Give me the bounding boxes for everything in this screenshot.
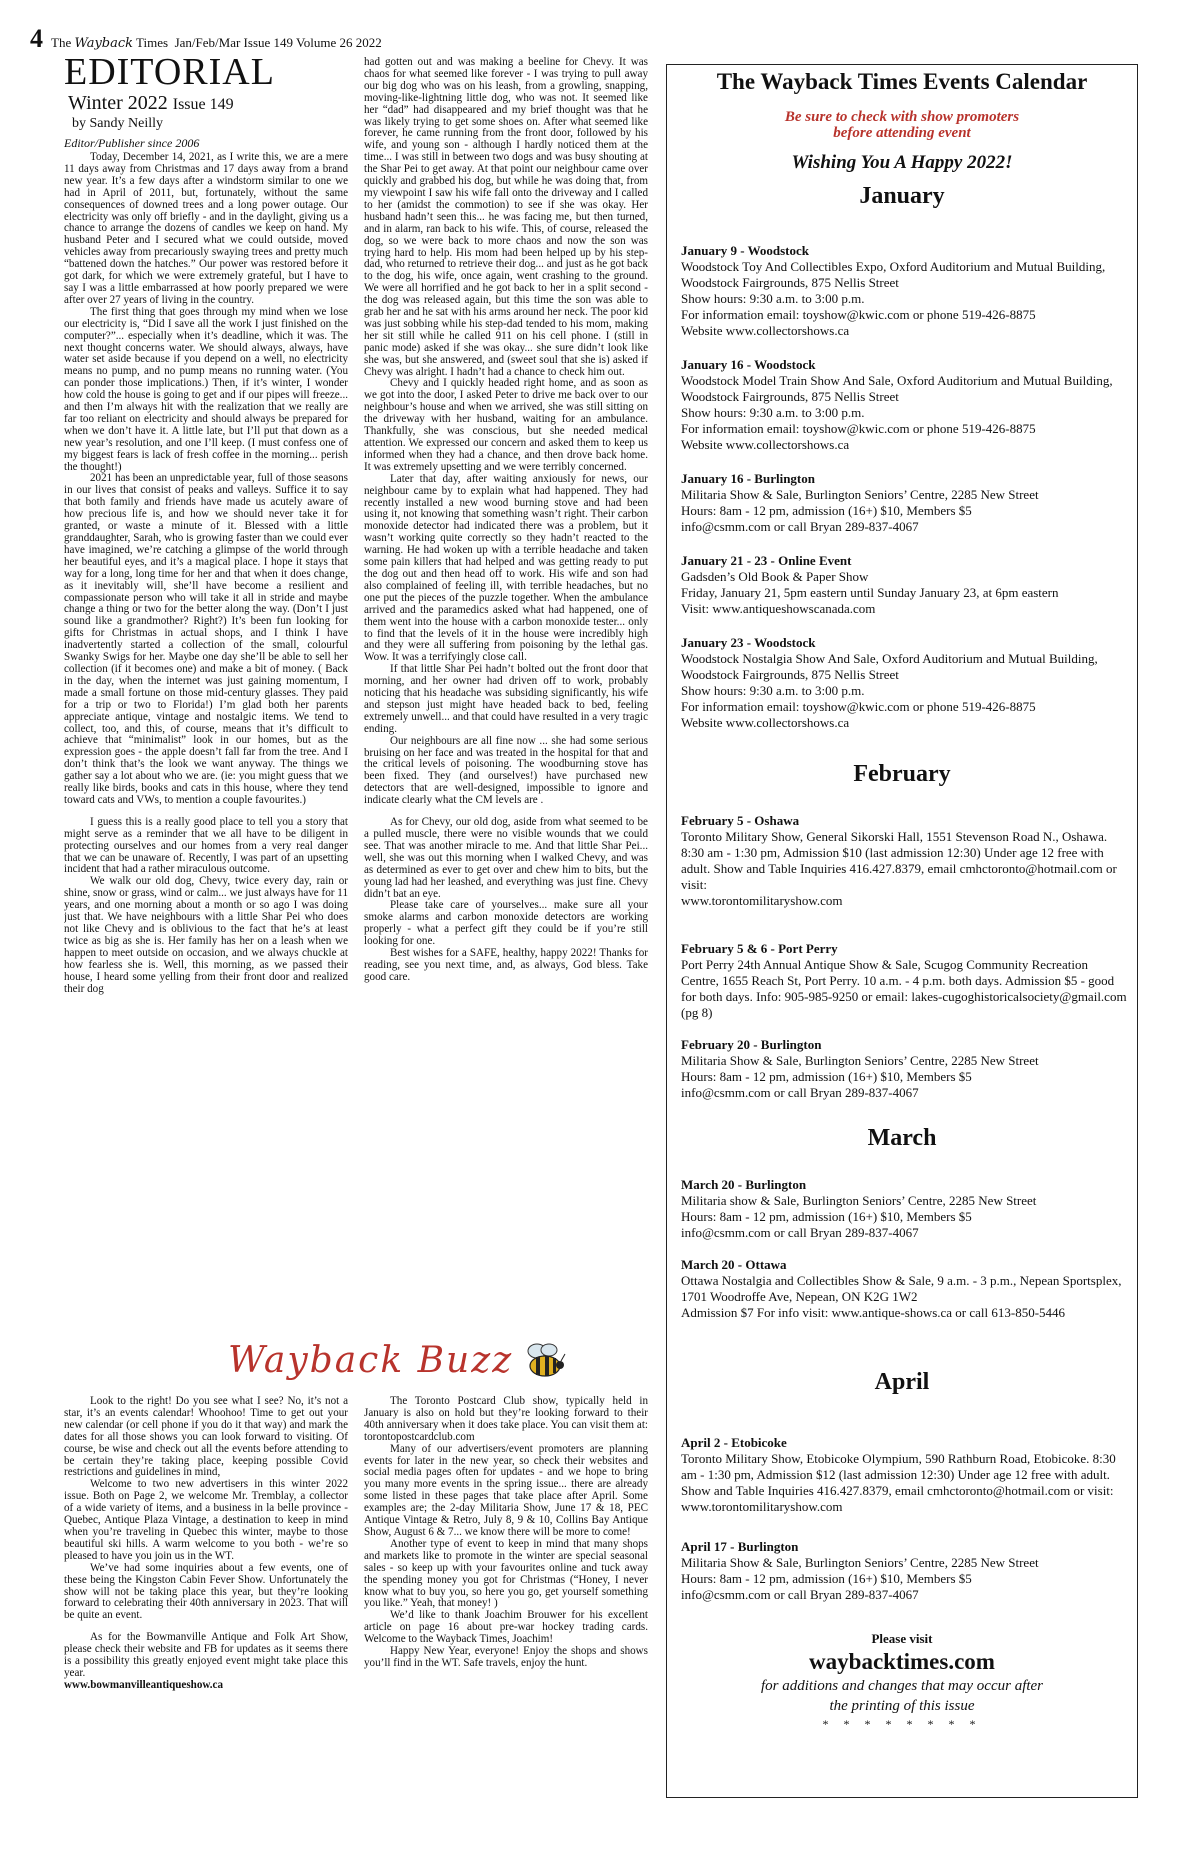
paragraph: had gotten out and was making a beeline for Chevy. It was chaos for what seemed like forever - I was trying to pull away our big dog who was on his leash, from a growling, snapping, moving-like-lightning little dog, who was not. It seemed like her “dad” had disappeared and my brief thought was that he was likely trying to get some shoes on. After what seemed like forever, he came running from the front door, followed by his wife, and young son - although I hardly noticed them at the time... I was still in between two dogs and was busy shouting at the Shar Pei to get away. At that point our neighbour came over quickly and grabbed his dog, but while he was doing that, from my viewpoint I saw his wife fall onto the driveway and I called to her (amidst the commotion) to see if she was okay. Her husband hadn’t seen this... he was facing me, but then turned, and in alarm, ran back to his wife. This, of course, released the dog, so we were back to more chaos and now the son was trying hard to help. His mom had been helped up by his step-dad, who returned to retrieve their dog... and just as he got back to the dog, his wife, once again, went crashing to the ground. We were all horrified and he got back to her in a split second - the dog was released again, but this time the son was able to grab her and he sat with his arms around her neck. The poor kid was just sobbing while his step-dad tended to his mom, making her sit still while he called 911 on his cell phone. I (still in panic mode) asked if she was okay... she sure didn’t look like she was, but she answered, and (sweet soul that she is) asked if Chevy was alright. I hadn’t had a chance to check him out.: [364, 57, 648, 378]
wayback-buzz-heading: [228, 1340, 567, 1381]
event-entry: January 16 - Woodstock Woodstock Model Train Show And Sale, Oxford Auditorium and Mutual Building, Woodstock Fairgrounds, 875 Nellis Street Show hours: 9:30 a.m. to 3:00 p.m. For information email: toyshow@kwic.com or phone 519-426-8875 Website www.collectorshows.ca: [681, 357, 1113, 452]
event-entry: January 16 - Burlington Militaria Show & Sale, Burlington Seniors’ Centre, 2285 New Street Hours: 8am - 12 pm, admission (16+) $10, Members $5 info@csmm.com or call Bryan 289-837-4067: [681, 471, 1039, 534]
events-calendar-box: [666, 64, 1138, 1798]
paragraph: We walk our old dog, Chevy, twice every day, rain or shine, snow or grass, wind or calm... we just always have for 11 years, and one morning about a month or so ago I was doing just that. We have neighbours with a little Shar Pei who does not like Chevy and is oblivious to the fact that he’s at least twice as big as she is. Her family has her on a leash when we happen to meet outside on occasion, and we always chuckle at how fearless she is. Well, this morning, as we passed their house, I heard some yelling from their front door and realized their dog: [64, 875, 348, 995]
editorial-column-2: [364, 57, 648, 1320]
paragraph: Welcome to two new advertisers in this winter 2022 issue. Both on Page 2, we welcome Mr. Tremblay, a collector of a wide variety of items, and a business in la belle province - Quebec, Antique Plaza Vintage, a destination to keep in mind when you’re traveling in Quebec this winter, maybe to those beautiful ski hills. A warm welcome to you both - we’re so pleased to have you join us in the WT.: [64, 1478, 348, 1562]
event-entry: January 23 - Woodstock Woodstock Nostalgia Show And Sale, Oxford Auditorium and Mutual Building, Woodstock Fairgrounds, 875 Nellis Street Show hours: 9:30 a.m. to 3:00 p.m. For information email: toyshow@kwic.com or phone 519-426-8875 Website www.collectorshows.ca: [681, 635, 1098, 730]
paragraph: I guess this is a really good place to tell you a story that might serve as a reminder that we all have to be diligent in protecting ourselves and our homes from a very real danger that we can be unaware of. Recently, I was part of an upsetting incident that had a rather miraculous outcome.: [64, 815, 348, 876]
month-heading-january: January: [859, 183, 945, 209]
masthead: The Wayback Times Jan/Feb/Mar Issue 149 Volume 26 2022: [51, 35, 382, 51]
paragraph: As for Chevy, our old dog, aside from what seemed to be a pulled muscle, there were no visible wounds that we could see. That was another miracle to me. And that little Shar Pei... well, she was out this morning when I walked Chevy, and was as determined as ever to get over and chew him to bits, but the young lad had her leashed, and everything was just fine. Chevy didn’t bat an eye.: [364, 816, 648, 900]
paragraph: Chevy and I quickly headed right home, and as soon as we got into the door, I asked Peter to drive me back over to our neighbour’s house and when we arrived, she was still sitting on the driveway with her husband, waiting for an ambulance. Thankfully, she was conscious, but she needed medical attention. We expressed our concern and asked them to keep us informed when they had a chance, and then drove back home. It was extremely upsetting and we were terribly concerned.: [364, 377, 648, 473]
paragraph: Please take care of yourselves... make sure all your smoke alarms and carbon monoxide detectors are working properly - what a perfect gift they could be if you’re still looking for one.: [364, 899, 648, 948]
paragraph: We’d like to thank Joachim Brouwer for his excellent article on page 16 about pre-war hockey trading cards. Welcome to the Wayback Times, Joachim!: [364, 1609, 648, 1646]
event-entry: March 20 - Burlington Militaria show & Sale, Burlington Seniors’ Centre, 2285 New Street Hours: 8am - 12 pm, admission (16+) $10, Members $5 info@csmm.com or call Bryan 289-837-4067: [681, 1177, 1037, 1240]
website-link[interactable]: waybacktimes.com: [809, 1649, 995, 1674]
visit-website-block: Please visit waybacktimes.com for additions and changes that may occur after the printing of this issue * * * * * * * *: [667, 1631, 1137, 1732]
paragraph: Look to the right! Do you see what I see? No, it’s not a star, it’s an events calendar! Whoohoo! Time to get out your new calendar (or cell phone if you do it that way) and mark the dates for all those shows you can look forward to visiting. Of course, be wise and check out all the events before attending to be certain they’re taking place, keeping possible Covid restrictions and guidelines in mind,: [64, 1396, 348, 1479]
paragraph: 2021 has been an unpredictable year, full of those seasons in our lives that consist of peaks and valleys. Suffice it to say that both family and friends have made us acutely aware of how precious life is, and how we should never take it for granted, or waste a minute of it. Blessed with a little granddaughter, Sarah, who is growing faster than we could ever have imagined, we’re catching a glimpse of the world through her beautiful eyes, and it’s a magical place. I hope it stays that way for a long, long time for her and that when it does change, as it inevitably will, she’ll have become a resilient and compassionate person who will take it all in stride and maybe change a thing or two for the better along the way. (Don’t I just sound like a grandmother? Right?) It’s been fun looking for gifts for Christmas in actual shops, and I think I have inadvertently started a collection of the small, colourful Swanky Swigs for her. Maybe one day she’ll be able to sell her collection (if it becomes one) and make a bit of money. ( Back in the day, when the internet was just gaining momentum, I made a small fortune on those mid-century glasses. They paid for a trip or two to Florida!) I’m glad both her parents appreciate antique, vintage and nostalgic items. We tend to collect, too, and this, of course, means that it’s difficult to achieve that “minimalist” look in our homes, but as the expression goes - the apple doesn’t fall far from the tree. And I don’t think that’s the look we want anyway. The things we gather say a lot about who we are. (ie: you might guess that we really like birds, books and cats in this house, where they tend toward cats and VWs, to mention a couple favourites.): [64, 472, 348, 806]
buzz-title: Wayback Buzz: [228, 1340, 514, 1381]
event-entry: February 20 - Burlington Militaria Show & Sale, Burlington Seniors’ Centre, 2285 New Street Hours: 8am - 12 pm, admission (16+) $10, Members $5 info@csmm.com or call Bryan 289-837-4067: [681, 1037, 1039, 1100]
editorial-subtitle: Winter 2022 Issue 149: [68, 92, 234, 114]
events-title: The Wayback Times Events Calendar: [716, 69, 1088, 94]
paragraph: The first thing that goes through my mind when we lose our electricity is, “Did I save all the work I just finished on the computer?”... especially when it’s deadline, which it was. The next thought concerns water. We should always, always, have water set aside because if you depend on a well, no electricity means no pump, and no pump means no running water. (You can ponder those implications.) Then, if it’s winter, I wonder how cold the house is going to get and if our pipes will freeze... and then I’m always hit with the realization that we really are far too reliant on electricity and should always be prepared for when we don’t have it. A little late, but I’ll put that down as a new year’s resolution, and one I’ll keep. (I must confess one of my biggest fears is lack of fresh coffee in the morning... perish the thought!): [64, 305, 348, 473]
event-entry: March 20 - Ottawa Ottawa Nostalgia and Collectibles Show & Sale, 9 a.m. - 3 p.m., Nepean Sportsplex, 1701 Woodroffe Ave, Nepean, ON K2G 1W2 Admission $7 For info visit: www.antique-shows.ca or call 613-850-5446: [681, 1257, 1122, 1320]
month-heading-april: April: [874, 1369, 930, 1395]
events-greeting: Wishing You A Happy 2022!: [791, 152, 1013, 173]
editorial-column-1: [64, 152, 348, 1320]
event-entry: February 5 - Oshawa Toronto Military Show, General Sikorski Hall, 1551 Stevenson Road N., Oshawa. 8:30 am - 1:30 pm, Admission $10 (last admission 12:30) Under age 12 free with adult. Show and Table Inquiries 416.427.8379, email cmhctoronto@hotmail.com or visit: www.torontomilitaryshow.com: [681, 813, 1117, 908]
event-entry: April 17 - Burlington Militaria Show & Sale, Burlington Seniors’ Centre, 2285 New Street Hours: 8am - 12 pm, admission (16+) $10, Members $5 info@csmm.com or call Bryan 289-837-4067: [681, 1539, 1039, 1602]
paragraph: Happy New Year, everyone! Enjoy the shops and shows you’ll find in the WT. Safe travels, enjoy the hunt.: [364, 1645, 648, 1669]
paragraph: Today, December 14, 2021, as I write this, we are a mere 11 days away from Christmas and 17 days away from a brand new year. It’s a few days after a windstorm similar to one we had in April of 2011, but, fortunately, without the same consequences of downed trees and a long power outage. Our electricity was only off briefly - and in the daylight, giving us a chance to arrange the dozens of candles we keep on hand. My husband Peter and I secured what we could outside, moved vehicles away from precariously swaying trees and pretty much “battened down the hatches.” Our power was restored before it got dark, for which we were extremely grateful, but I have to say I was a little embarrassed at how poorly prepared we were after over 27 years of living in the country.: [64, 152, 348, 306]
star-divider: * * * * * * * *: [822, 1717, 982, 1731]
event-entry: February 5 & 6 - Port Perry Port Perry 24th Annual Antique Show & Sale, Scugog Community Recreation Centre, 1655 Reach St, Port Perry. 10 a.m. - 4 p.m. both days. Admission $5 - good for both days. Info: 905-985-9250 or email: lakes-cugoghistoricalsociety@gmail.com (pg 8): [681, 941, 1127, 1020]
page-number: 4: [30, 24, 43, 53]
paragraph: Many of our advertisers/event promoters are planning events for later in the new year, so check their websites and social media pages often for updates - and we hope to bring you many more events in the spring issue... there are already some listed in these pages that take place after April. Some examples are; the 2-day Militaria Show, June 17 & 18, PEC Antique Vintage & Retro, July 8, 9 & 10, Collins Bay Antique Show, August 6 & 7... we know there will be more to come!: [364, 1442, 648, 1538]
paragraph: The Toronto Postcard Club show, typically held in January is also on hold but they’re looking forward to their 40th anniversary when it does take place. You can visit them at: torontopostcardclub.com: [364, 1396, 648, 1443]
paragraph: As for the Bowmanville Antique and Folk Art Show, please check their website and FB for updates as it seems there is a possibility this greatly enjoyed event might take place this year.: [64, 1631, 348, 1679]
paragraph: Another type of event to keep in mind that many shops and markets like to promote in the winter are special seasonal sales - so keep up with your favourites online and tuck away the spending money you got for Christmas (“Honey, I never know what to buy you, so here you go, get yourself something you like.” Yeah, that money! ): [364, 1537, 648, 1610]
month-heading-march: March: [867, 1125, 937, 1151]
page-header: [30, 24, 382, 53]
paragraph: Best wishes for a SAFE, healthy, happy 2022! Thanks for reading, see you next time, and, as always, God bless. Take good care.: [364, 947, 648, 983]
buzz-column-2: [364, 1396, 648, 1816]
paragraph: Our neighbours are all fine now ... she had some serious bruising on her face and was treated in the hospital for that and the critical levels of poisoning. The woodburning stove has been fixed. They (and ourselves!) have purchased new detectors that are well-designed, impossible to ignore and indicate clearly what the CM levels are .: [364, 734, 648, 807]
event-entry: January 21 - 23 - Online Event Gadsden’s Old Book & Paper Show Friday, January 21, 5pm eastern until Sunday January 23, at 6pm eastern Visit: www.antiqueshowscanada.com: [681, 553, 1059, 616]
editorial-byline: by Sandy Neilly: [72, 116, 163, 131]
month-heading-february: February: [853, 761, 951, 787]
bee-icon: [521, 1341, 567, 1381]
masthead-wayback: Wayback: [74, 36, 134, 51]
bowmanville-link[interactable]: www.bowmanvilleantiqueshow.ca: [64, 1678, 224, 1691]
paragraph: If that little Shar Pei hadn’t bolted out the front door that morning, and her owner had driven off to work, probably noticing that his headache was subsiding significantly, his wife and stepson just might have headed back to bed, feeling extremely unwell... and that could have resulted in a very tragic ending.: [364, 663, 648, 735]
buzz-column-1: [64, 1396, 348, 1816]
events-warning: Be sure to check with show promoters before attending event: [784, 109, 1020, 141]
paragraph: Later that day, after waiting anxiously for news, our neighbour came by to explain what had happened. They had recently installed a new wood burning stove and had been using it, not knowing that something wasn’t right. Their carbon monoxide detector had indicated there was a problem, but it wasn’t working quite correctly so they hadn’t reacted to the warning. He had woken up with a terrible headache and taken some pain killers that had helped and was getting ready to put the dog out and then head off to work. His wife and son had also complained of feeling ill, with terrible headaches, but no one put the pieces of the puzzle together. When the ambulance arrived and the paramedics asked what had happened, one of them went into the house with a carbon monoxide tester... only to find that the levels of it in the house were incredibly high and they were all suffering from poisoning by the lethal gas. Wow. It was a terrifyingly close call.: [364, 472, 648, 664]
editorial-title: EDITORIAL: [64, 51, 275, 93]
issue-line: Jan/Feb/Mar Issue 149 Volume 26 2022: [174, 35, 382, 50]
editorial-role: Editor/Publisher since 2006: [64, 136, 200, 150]
event-entry: April 2 - Etobicoke Toronto Military Show, Etobicoke Olympium, 590 Rathburn Road, Etobicoke. 8:30 am - 1:30 pm, Admission $12 (last admission 12:30) Under age 12 free with adult. Show and Table Inquiries 416.427.8379, email cmhctoronto@hotmail.com or visit: www.torontomilitaryshow.com: [681, 1435, 1116, 1514]
paragraph: We’ve had some inquiries about a few events, one of these being the Kingston Cabin Fever Show. Unfortunately the show will not be taking place this year, but they’re looking forward to celebrating their 40th anniversary in 2023. That will be quite an event.: [64, 1561, 348, 1622]
event-entry: January 9 - Woodstock Woodstock Toy And Collectibles Expo, Oxford Auditorium and Mutual Building, Woodstock Fairgrounds, 875 Nellis Street Show hours: 9:30 a.m. to 3:00 p.m. For information email: toyshow@kwic.com or phone 519-426-8875 Website www.collectorshows.ca: [681, 243, 1106, 338]
